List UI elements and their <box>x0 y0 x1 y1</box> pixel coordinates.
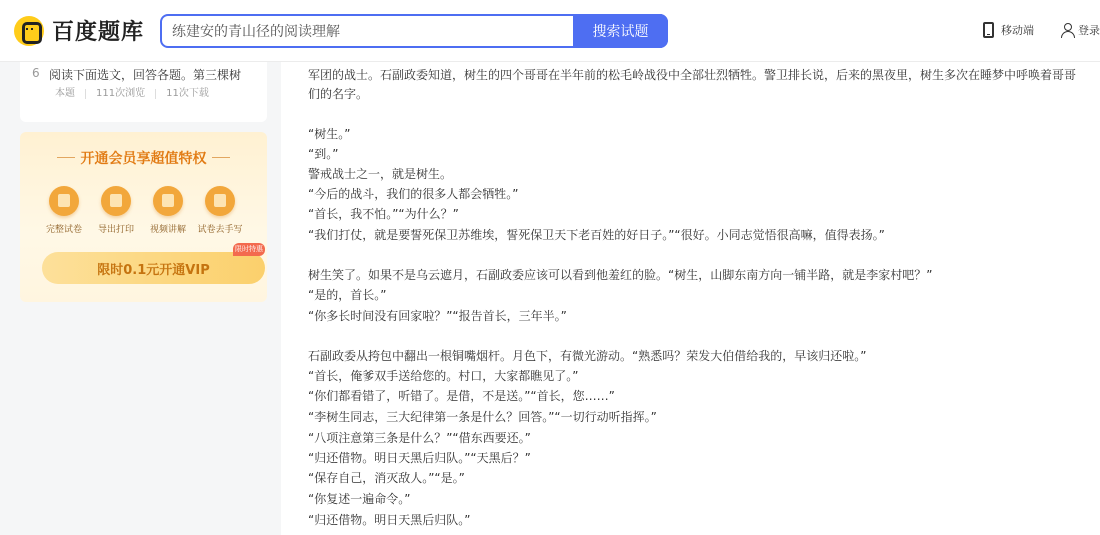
vip-feature-remove-handwriting[interactable] <box>193 186 247 235</box>
article-line: “李树生同志，三大纪律第一条是什么？回答。”“一切行动听指挥。” <box>308 410 657 424</box>
article-line: “保存自己，消灭敌人。”“是。” <box>308 471 465 485</box>
article-line: “你们都看错了，听错了。是借，不是送。”“首长，您……” <box>308 389 615 403</box>
vip-feature-label: 试卷去手写 <box>197 225 243 235</box>
article-line: “八项注意第三条是什么？”“借东西要还。” <box>308 431 531 445</box>
article-line: 石副政委从挎包中翻出一根铜嘴烟杆。月色下，有微光游动。“熟悉吗？荣发大伯借给我的，早该归还啦。” <box>308 349 867 363</box>
related-question-card[interactable] <box>20 62 267 122</box>
related-index: 6 <box>32 66 40 80</box>
article-line: “到。” <box>308 147 339 161</box>
vip-feature-label: 完整试卷 <box>45 225 82 235</box>
search-input[interactable] <box>172 16 572 46</box>
remove-handwriting-icon <box>205 186 235 216</box>
article-line: “归还借物。明日天黑后归队。”“天黑后？” <box>308 451 531 465</box>
mobile-link[interactable] <box>983 22 1034 38</box>
login-link[interactable] <box>1061 22 1100 38</box>
top-header <box>0 0 1100 62</box>
brand-name: 百度题库 <box>52 20 145 45</box>
vip-feature-label: 视频讲解 <box>149 225 186 235</box>
vip-feature-full-paper[interactable] <box>37 186 91 235</box>
title-divider-right <box>212 157 230 158</box>
user-icon <box>1061 23 1074 37</box>
article-line: “我们打仗，就是要誓死保卫苏维埃，誓死保卫天下老百姓的好日子。”“很好。小同志觉悟很高嘛，值得表扬。” <box>308 228 885 242</box>
vip-title: 开通会员享超值特权 <box>80 151 207 167</box>
article-line: “首长，我不怕。”“为什么？” <box>308 207 459 221</box>
article-line: “今后的战斗，我们的很多人都会牺牲。” <box>308 187 519 201</box>
open-vip-button[interactable]: 限时0.1元开通VIP <box>42 252 265 284</box>
article-line: 军团的战士。石副政委知道，树生的四个哥哥在半年前的松毛岭战役中全部壮烈牺牲。警卫排长说，后来的黑夜里，树生多次在睡梦中呼唤着哥哥 <box>308 68 1077 82</box>
vip-feature-label: 导出打印 <box>97 225 134 235</box>
brand-logo[interactable] <box>14 15 144 46</box>
article-content <box>281 62 1100 535</box>
article-line: 树生笑了。如果不是乌云遮月，石副政委应该可以看到他羞红的脸。“树生，山脚东南方向一铺半路，就是李家村吧？” <box>308 268 933 282</box>
login-label: 登录 <box>1078 24 1100 37</box>
article-line: “归还借物。明日天黑后归队。” <box>308 513 471 527</box>
print-icon <box>101 186 131 216</box>
related-title[interactable]: 阅读下面选文，回答各题。第三棵树 <box>49 68 242 82</box>
vip-badge: 限时特惠 <box>233 243 265 256</box>
phone-icon <box>983 22 994 38</box>
vip-feature-video[interactable] <box>141 186 195 235</box>
article-line: “你多长时间没有回家啦？”“报告首长，三年半。” <box>308 309 567 323</box>
logo-icon <box>14 16 44 46</box>
vip-promo-card <box>20 132 267 302</box>
video-icon <box>153 186 183 216</box>
article-line: 警戒战士之一，就是树生。 <box>308 167 453 181</box>
related-meta-item: 本题 <box>55 88 75 99</box>
article-line: 们的名字。 <box>308 87 369 101</box>
article-line: “首长，俺爹双手送给您的。村口，大家都瞧见了。” <box>308 369 579 383</box>
mobile-label: 移动端 <box>1001 24 1034 37</box>
article-line: “树生。” <box>308 127 351 141</box>
vip-feature-print[interactable] <box>89 186 143 235</box>
search-box <box>160 14 668 48</box>
related-meta-downloads: 11次下载 <box>155 89 219 99</box>
article-line: “你复述一遍命令。” <box>308 492 411 506</box>
article-line: “是的，首长。” <box>308 288 387 302</box>
related-meta-views: 111次浏览 <box>85 89 155 99</box>
search-button[interactable]: 搜索试题 <box>573 14 668 48</box>
full-paper-icon <box>49 186 79 216</box>
related-meta <box>45 89 219 99</box>
